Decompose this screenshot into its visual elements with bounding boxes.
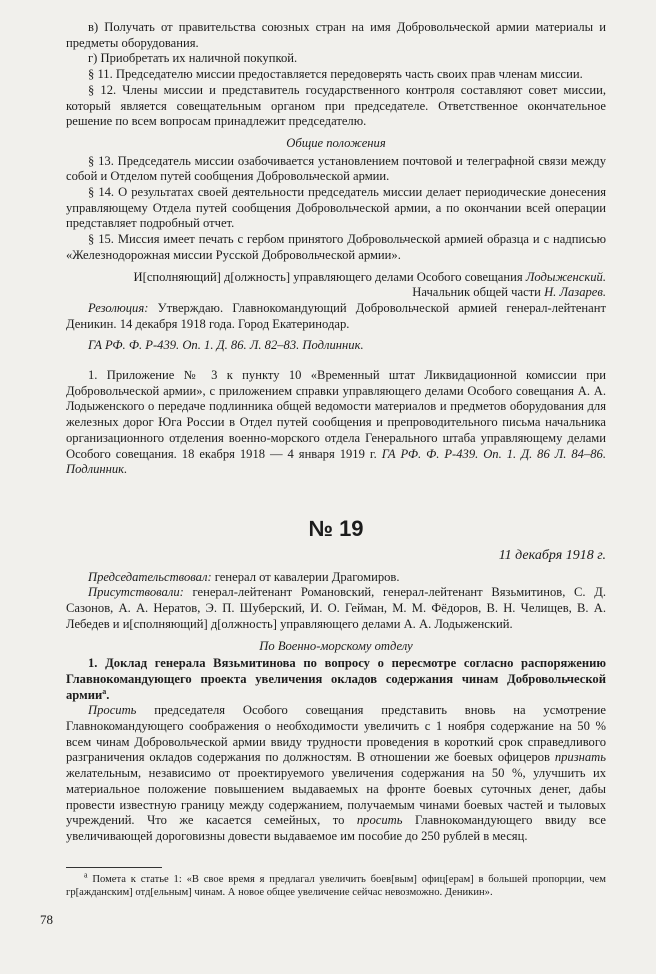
footnote-mark: а [84,870,88,880]
report-title: 1. Доклад генерала Вязьмитинова по вопросу о пересмотре согласно распоряжению Главнокомандующего проекта увеличения окладов содержания чинам Добровольческой армии$^а$. [66,656,606,702]
appendix-text: 1. Приложение № 3 к пункту 10 «Временный штат Ликвидационной комиссии при Добровольческой армии», с приложением справки управляющего делами Особого совещания А. А. Лодыженского о передаче подлинника общей ведомости материалов и предметов оборудования для железных дорог Юга России в Отдел путей сообщения и препроводительного письма начальника организационного отделения военно-морского отдела Генерального штаба управляющему делами Особого совещания. 18 екабря 1918 — 4 января 1919 г. [66,368,606,461]
attendees-text: генерал-лейтенант Романовский, генерал-лейтенант Вязьмитинов, С. Д. Сазонов, А. А. Нератов, Э. П. Шуберский, И. О. Гейман, М. М. Фёдоров, В. Н. Челищев, В. А. Лебедев и и[сполняющий] д[олжность] управляющего делами А. А. Лодыженский. [66,585,606,631]
clause-14: § 14. О результатах своей деятельности председатель миссии делает периодические донесения управляющему Отдела путей сообщения Добровольческой армии, а по окончании всей операции представляет подробный отчет. [66,185,606,231]
resolution-label: Резолюция: [88,300,149,315]
report-title-text: 1. Доклад генерала Вязьмитинова по вопросу о пересмотре согласно распоряжению Главнокомандующего проекта увеличения окладов содержания чинам Добровольческой армии [66,656,606,702]
report-decision [66,703,606,844]
appendix-note [66,368,606,478]
clause-v: в) Получать от правительства союзных стран на имя Добровольческой армии материалы и предметы оборудования. [66,20,606,50]
footnote [66,870,606,900]
signature-lazarev [66,285,606,301]
clause-15: § 15. Миссия имеет печать с гербом принятого Добровольческой армией образца и с надписью «Железнодорожная миссии Русской Добровольческой армии». [66,232,606,262]
decision-text-1: председателя Особого совещания представить вновь на усмотрение Главнокомандующего соображения о необходимости увеличить с 1 ноября содержание на 50 % всем чинам Добровольческой армии ввиду трудности проведения в короткий срок справедливого разграничения окладов содержания по должностям. В отношении же боевых офицеров [66,703,606,765]
decision-text-2: желательным, независимо от проектируемого увеличения содержания на 50 %, улучшить их материальное положение повышением выдаваемых на фронте боевых суточных денег, дабы провести известную границу между содержанием, получаемым чинами боевых частей и тыловых учреждений. Что же касается семейных, то [66,766,606,828]
clause-12: § 12. Члены миссии и представитель государственного контроля составляют совет миссии, который является совещательным органом при председателе. Ответственное окончательное решение по всем вопросам принадлежит председателю. [66,82,606,129]
appendix-source: ГА РФ. Ф. Р-439. Оп. 1. Д. 86 Л. 84–86. Подлинник. [66,446,606,477]
archive-source-1: ГА РФ. Ф. Р-439. Оп. 1. Д. 86. Л. 82–83. Подлинник. [88,338,364,353]
document-page [66,20,606,845]
signature-lodyzhensky [66,270,606,286]
footnote-text: Помета к статье 1: «В свое время я предлагал увеличить боев[вым] офиц[ерам] в большей пропорции, чем гр[ажданским] отд[ельным] чинам. А новое общее увеличение сейчас невозможно. Деникин». [66,874,606,899]
document-date: 11 декабря 1918 г. [498,547,606,563]
footnote-marker: а [102,686,107,696]
page-number: 78 [40,912,53,927]
chaired-text: генерал от кавалерии Драгомиров. [211,569,400,584]
decision-text-3: Главнокомандующего ввиду все увеличивающей дороговизны довести выдаваемое им пособие до 250 рублей в месяц. [66,813,606,843]
clause-13: § 13. Председатель миссии озабочивается установлением почтовой и телеграфной связи между собой и Отделом путей сообщения Добровольческой армии. [66,153,606,184]
clause-11: § 11. Председателю миссии предоставляется передоверять часть своих прав членам миссии. [88,67,583,82]
signature-lazarev-name: Н. Лазарев. [544,285,606,300]
signature-lodyzhensky-name: Лодыженский. [525,269,606,284]
attendees [66,585,606,632]
naval-department-heading: По Военно-морскому отделу [259,638,413,653]
document-number: № 19 [308,515,364,541]
decision-verb-3: просить [356,813,403,828]
attendees-label: Присутствовали: [88,585,184,600]
clause-g: г) Приобретать их наличной покупкой. [88,51,298,66]
signature-lazarev-title: Начальник общей части [412,285,545,300]
footnote-divider [66,867,162,868]
resolution-text: Утверждаю. Главнокомандующий Добровольческой армией генерал-лейтенант Деникин. 14 декабря 1918 года. Город Екатеринодар. [66,300,606,331]
resolution [66,301,606,332]
general-provisions-heading: Общие положения [286,135,386,150]
decision-verb-1: Просить [88,703,137,718]
chaired-by [66,570,606,586]
decision-verb-2: признать [554,750,606,765]
chaired-label: Председательствовал: [88,569,212,584]
signature-lodyzhensky-title: И[сполняющий] д[олжность] управляющего делами Особого совещания [133,269,526,284]
